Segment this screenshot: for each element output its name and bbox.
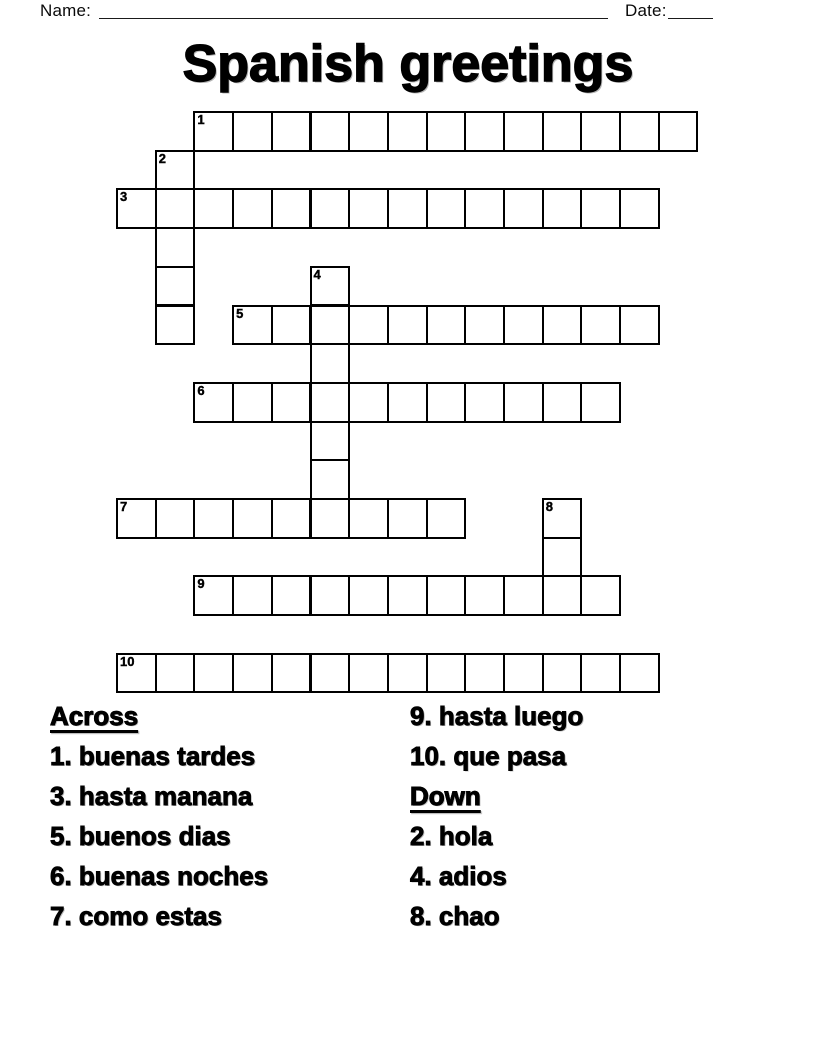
grid-cell[interactable]	[116, 188, 157, 229]
grid-cell[interactable]	[271, 111, 312, 152]
clue-item	[410, 816, 770, 856]
grid-cell[interactable]	[580, 111, 621, 152]
grid-cell[interactable]	[464, 575, 505, 616]
grid-cell-number: 10	[120, 653, 135, 669]
clue-item	[410, 856, 770, 896]
grid-cell[interactable]	[155, 150, 196, 191]
clue-item	[410, 736, 770, 776]
grid-cell[interactable]	[542, 498, 583, 539]
grid-cell[interactable]	[503, 305, 544, 346]
grid-cell[interactable]	[348, 498, 389, 539]
grid-cell[interactable]	[232, 188, 273, 229]
grid-cell[interactable]	[310, 575, 351, 616]
clue-number: 8.	[410, 901, 432, 931]
grid-cell-number: 3	[120, 189, 128, 205]
grid-cell[interactable]	[271, 305, 312, 346]
grid-cell[interactable]	[580, 575, 621, 616]
grid-cell[interactable]	[426, 305, 467, 346]
name-label: Name:	[40, 1, 92, 20]
clue-text: adios	[431, 861, 507, 891]
clue-item	[410, 896, 770, 936]
clue-text: que pasa	[446, 741, 567, 771]
grid-cell-number: 6	[197, 382, 205, 398]
grid-cell[interactable]	[542, 653, 583, 694]
grid-cell[interactable]	[193, 575, 234, 616]
grid-cell[interactable]	[503, 575, 544, 616]
grid-cell[interactable]	[542, 382, 583, 423]
grid-cell[interactable]	[426, 188, 467, 229]
grid-cell[interactable]	[310, 421, 351, 462]
grid-cell[interactable]	[193, 653, 234, 694]
grid-cell[interactable]	[310, 266, 351, 307]
grid-cell[interactable]	[426, 498, 467, 539]
grid-cell[interactable]	[426, 575, 467, 616]
grid-cell[interactable]	[310, 653, 351, 694]
grid-cell[interactable]	[271, 653, 312, 694]
grid-cell[interactable]	[348, 653, 389, 694]
clue-number: 3.	[50, 781, 72, 811]
date-label: Date:	[625, 1, 667, 20]
date-blank-line[interactable]	[668, 0, 713, 19]
grid-cell[interactable]	[155, 498, 196, 539]
grid-cell-number: 8	[545, 499, 553, 514]
grid-cell[interactable]	[310, 188, 351, 229]
grid-cell[interactable]	[387, 188, 428, 229]
grid-cell-number: 5	[236, 305, 244, 321]
grid-cell-number: 1	[197, 112, 205, 127]
grid-cell[interactable]	[232, 653, 273, 694]
grid-cell[interactable]	[387, 111, 428, 152]
grid-cell[interactable]	[426, 111, 467, 152]
grid-cell[interactable]	[232, 305, 273, 346]
grid-cell[interactable]	[503, 111, 544, 152]
grid-cell[interactable]	[464, 653, 505, 694]
grid-cell-number: 4	[313, 266, 321, 282]
clue-number: 9.	[410, 701, 432, 731]
clue-item	[50, 776, 410, 816]
grid-cell[interactable]	[155, 227, 196, 268]
clue-item	[50, 816, 410, 856]
grid-cell[interactable]	[155, 188, 196, 229]
crossword-grid	[116, 111, 700, 695]
clue-section-header-text: Across	[50, 701, 139, 731]
grid-cell-number: 2	[158, 150, 166, 166]
grid-cell[interactable]	[193, 111, 234, 152]
grid-cell[interactable]	[580, 382, 621, 423]
grid-cell[interactable]	[464, 111, 505, 152]
clue-number: 1.	[50, 741, 72, 771]
grid-cell[interactable]	[619, 111, 660, 152]
grid-cell[interactable]	[232, 498, 273, 539]
clue-text: chao	[431, 901, 500, 931]
grid-cell[interactable]	[387, 498, 428, 539]
grid-cell[interactable]	[348, 382, 389, 423]
grid-cell[interactable]	[348, 111, 389, 152]
clue-text: buenas noches	[71, 861, 269, 891]
clue-number: 5.	[50, 821, 72, 851]
grid-cell[interactable]	[155, 653, 196, 694]
grid-cell[interactable]	[193, 382, 234, 423]
grid-cell[interactable]	[310, 305, 351, 346]
clue-number: 2.	[410, 821, 432, 851]
grid-cell[interactable]	[271, 575, 312, 616]
grid-cell[interactable]	[619, 653, 660, 694]
clue-number: 10.	[410, 741, 447, 771]
grid-cell-number: 9	[197, 576, 205, 592]
grid-cell[interactable]	[271, 188, 312, 229]
clue-text: hasta luego	[431, 701, 584, 731]
grid-cell[interactable]	[542, 188, 583, 229]
grid-cell[interactable]	[619, 188, 660, 229]
grid-cell[interactable]	[232, 575, 273, 616]
grid-cell[interactable]	[464, 382, 505, 423]
grid-cell[interactable]	[193, 188, 234, 229]
grid-cell[interactable]	[503, 382, 544, 423]
grid-cell[interactable]	[658, 111, 699, 152]
grid-cell[interactable]	[348, 575, 389, 616]
grid-cell[interactable]	[542, 537, 583, 578]
grid-cell[interactable]	[116, 653, 157, 694]
grid-cell[interactable]	[310, 459, 351, 500]
clue-item	[50, 896, 410, 936]
clue-text: hola	[431, 821, 493, 851]
clue-item	[410, 696, 770, 736]
grid-cell[interactable]	[310, 382, 351, 423]
clue-item	[50, 856, 410, 896]
grid-cell[interactable]	[619, 305, 660, 346]
grid-cell[interactable]	[155, 305, 196, 346]
page-title: Spanish greetings	[182, 35, 634, 93]
grid-cell[interactable]	[580, 188, 621, 229]
grid-cell[interactable]	[580, 305, 621, 346]
grid-cell[interactable]	[232, 382, 273, 423]
grid-cell[interactable]	[542, 575, 583, 616]
grid-cell[interactable]	[116, 498, 157, 539]
grid-cell[interactable]	[310, 498, 351, 539]
clue-text: como estas	[71, 901, 222, 931]
clue-number: 7.	[50, 901, 72, 931]
grid-cell[interactable]	[271, 498, 312, 539]
grid-cell[interactable]	[387, 575, 428, 616]
grid-cell[interactable]	[310, 343, 351, 384]
clue-section-header	[50, 696, 410, 736]
grid-cell[interactable]	[348, 188, 389, 229]
clue-item	[50, 736, 410, 776]
grid-cell[interactable]	[193, 498, 234, 539]
grid-cell[interactable]	[464, 188, 505, 229]
grid-cell[interactable]	[310, 111, 351, 152]
clue-text: buenos dias	[71, 821, 231, 851]
clue-section-header	[410, 776, 770, 816]
grid-cell[interactable]	[580, 653, 621, 694]
grid-cell[interactable]	[387, 305, 428, 346]
grid-cell[interactable]	[503, 653, 544, 694]
grid-cell[interactable]	[542, 305, 583, 346]
grid-cell[interactable]	[426, 653, 467, 694]
grid-cell[interactable]	[426, 382, 467, 423]
clue-section-header-text: Down	[410, 781, 481, 811]
grid-cell[interactable]	[464, 305, 505, 346]
grid-cell[interactable]	[232, 111, 273, 152]
clue-column-right	[410, 696, 770, 936]
clue-number: 6.	[50, 861, 72, 891]
name-blank-line[interactable]	[99, 0, 608, 19]
clue-text: buenas tardes	[71, 741, 256, 771]
grid-cell[interactable]	[542, 111, 583, 152]
clue-text: hasta manana	[71, 781, 253, 811]
clue-number: 4.	[410, 861, 432, 891]
grid-cell[interactable]	[387, 653, 428, 694]
grid-cell[interactable]	[271, 382, 312, 423]
grid-cell[interactable]	[503, 188, 544, 229]
grid-cell-number: 7	[120, 499, 128, 514]
grid-cell[interactable]	[348, 305, 389, 346]
clue-column-left	[50, 696, 410, 936]
grid-cell[interactable]	[387, 382, 428, 423]
grid-cell[interactable]	[155, 266, 196, 307]
